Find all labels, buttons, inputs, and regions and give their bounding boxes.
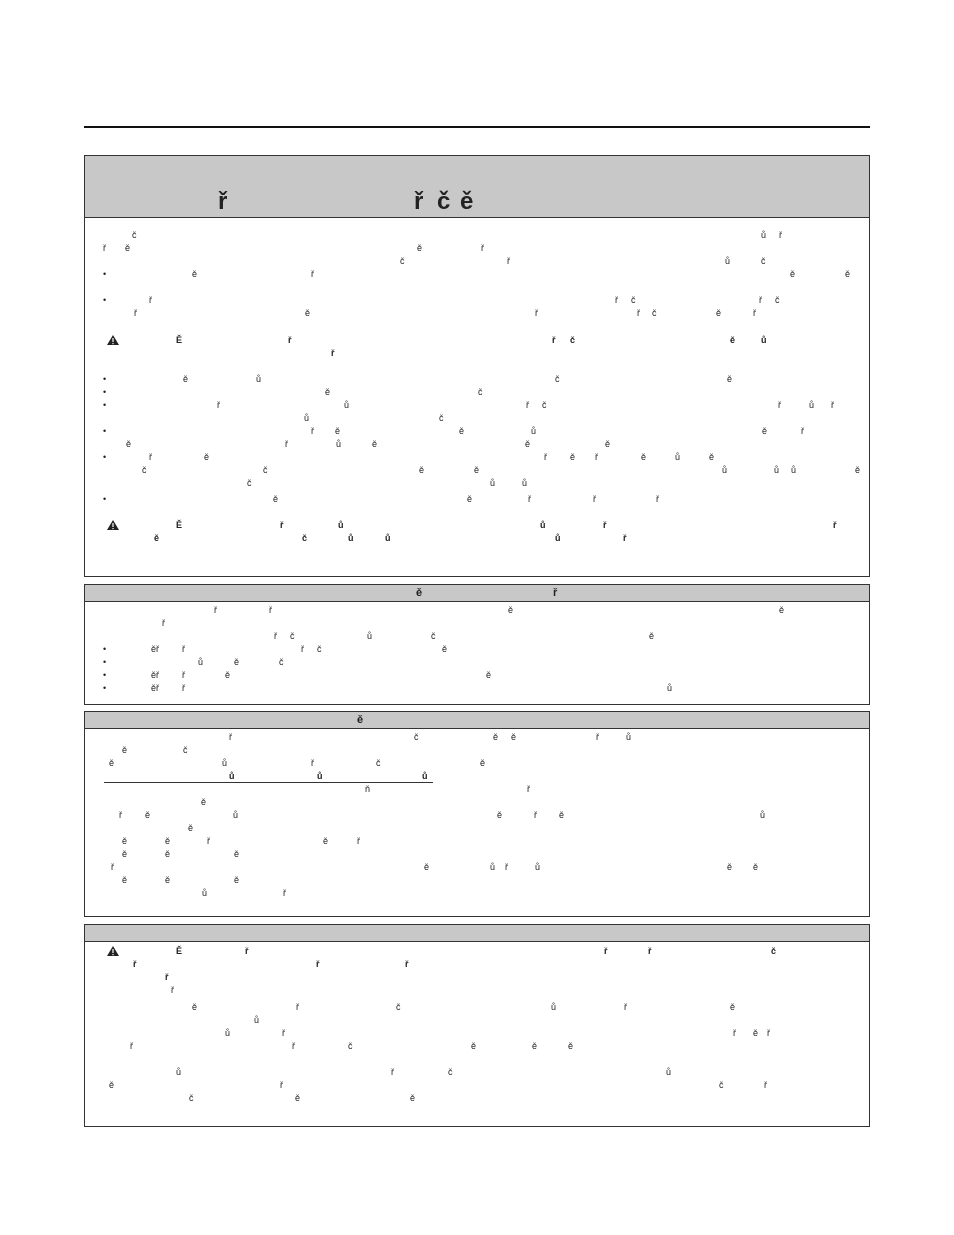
text-glyph: ř: [733, 1028, 736, 1038]
text-glyph: ě: [234, 875, 240, 885]
bullet: •: [103, 295, 107, 305]
text-glyph: ř: [624, 1002, 627, 1012]
text-glyph: ř: [288, 335, 292, 345]
text-glyph: ěř: [151, 670, 160, 680]
text-glyph: ě: [641, 452, 647, 462]
bullet: •: [103, 494, 107, 504]
text-glyph: ě: [122, 849, 128, 859]
text-glyph: ř: [280, 1080, 283, 1090]
text-glyph: ě: [204, 452, 210, 462]
section-header: [85, 585, 869, 602]
header-glyph: ě: [416, 587, 423, 599]
section-header: [85, 712, 869, 729]
text-glyph: ř: [182, 670, 185, 680]
text-glyph: ě: [753, 1028, 759, 1038]
warning-body: [85, 942, 869, 1126]
text-glyph: ř: [527, 784, 530, 794]
text-glyph: č: [183, 745, 188, 755]
text-glyph: ř: [182, 683, 185, 693]
safety-box: [84, 155, 870, 577]
text-glyph: č: [431, 631, 436, 641]
text-glyph: ů: [675, 452, 681, 462]
text-glyph: ř: [552, 335, 556, 345]
text-glyph: č: [631, 295, 636, 305]
text-glyph: ě: [480, 758, 486, 768]
text-glyph: ř: [615, 295, 618, 305]
text-glyph: č: [771, 946, 777, 956]
text-glyph: ů: [338, 520, 344, 530]
text-glyph: ě: [273, 494, 279, 504]
text-glyph: ů: [490, 478, 496, 488]
text-glyph: ř: [391, 1067, 394, 1077]
text-glyph: ř: [779, 230, 782, 240]
text-glyph: č: [132, 230, 137, 240]
bullet: •: [103, 644, 107, 654]
text-glyph: ř: [593, 494, 596, 504]
text-glyph: ř: [764, 1080, 767, 1090]
text-glyph: ě: [410, 1093, 416, 1103]
text-glyph: č: [290, 631, 295, 641]
text-glyph: ě: [525, 439, 531, 449]
section-body: [85, 729, 869, 916]
text-glyph: ě: [474, 465, 480, 475]
text-glyph: ř: [767, 1028, 770, 1038]
text-glyph: ř: [282, 1028, 285, 1038]
text-glyph: ř: [301, 644, 304, 654]
text-glyph: ň: [365, 784, 371, 794]
text-glyph: ě: [109, 758, 115, 768]
text-glyph: ě: [325, 387, 331, 397]
text-glyph: ř: [778, 400, 781, 410]
title-bar: [85, 156, 869, 218]
text-glyph: ů: [256, 374, 262, 384]
text-glyph: ů: [233, 810, 239, 820]
text-glyph: č: [279, 657, 284, 667]
text-glyph: č: [247, 478, 252, 488]
text-glyph: ů: [725, 256, 731, 266]
text-glyph: ě: [467, 494, 473, 504]
text-glyph: ě: [762, 426, 768, 436]
text-glyph: ě: [372, 439, 378, 449]
title-glyph: ř: [218, 188, 228, 215]
text-glyph: ř: [149, 452, 152, 462]
text-glyph: ř: [528, 494, 531, 504]
text-glyph: ř: [759, 295, 762, 305]
text-glyph: č: [555, 374, 560, 384]
text-glyph: ě: [709, 452, 715, 462]
text-glyph: ů: [304, 413, 310, 423]
text-glyph: ř: [162, 618, 165, 628]
text-glyph: ů: [555, 533, 561, 543]
text-glyph: ů: [202, 888, 208, 898]
text-glyph: ů: [317, 771, 323, 781]
text-glyph: ř: [648, 946, 652, 956]
text-glyph: ě: [493, 732, 499, 742]
text-glyph: ř: [316, 959, 320, 969]
text-glyph: ě: [335, 426, 341, 436]
text-glyph: ř: [269, 605, 272, 615]
text-glyph: Ě: [176, 335, 183, 345]
text-glyph: ř: [274, 631, 277, 641]
text-glyph: ů: [422, 771, 428, 781]
text-glyph: ě: [225, 670, 231, 680]
text-glyph: ů: [761, 230, 767, 240]
text-glyph: ů: [761, 335, 767, 345]
text-glyph: ů: [222, 758, 228, 768]
text-glyph: ů: [490, 862, 496, 872]
text-glyph: ě: [790, 269, 796, 279]
text-glyph: č: [348, 1041, 353, 1051]
section-header: [85, 925, 869, 942]
bullet: •: [103, 269, 107, 279]
text-glyph: ř: [637, 308, 640, 318]
text-glyph: ř: [801, 426, 804, 436]
text-glyph: ř: [604, 946, 608, 956]
text-glyph: ř: [103, 243, 106, 253]
text-glyph: č: [439, 413, 444, 423]
text-glyph: ů: [385, 533, 391, 543]
text-glyph: ě: [511, 732, 517, 742]
text-glyph: č: [448, 1067, 453, 1077]
text-glyph: ř: [182, 644, 185, 654]
text-glyph: ř: [596, 732, 599, 742]
bullet: •: [103, 387, 107, 397]
warning-triangle-icon: [107, 946, 119, 956]
text-glyph: ů: [791, 465, 797, 475]
text-glyph: ů: [348, 533, 354, 543]
text-glyph: ě: [165, 849, 171, 859]
text-glyph: ř: [535, 308, 538, 318]
text-glyph: ř: [544, 452, 547, 462]
text-glyph: ř: [311, 758, 314, 768]
bullet: •: [103, 452, 107, 462]
text-glyph: ř: [229, 732, 232, 742]
text-glyph: ě: [855, 465, 861, 475]
text-glyph: ě: [486, 670, 492, 680]
text-glyph: č: [775, 295, 780, 305]
text-glyph: ě: [845, 269, 851, 279]
text-glyph: ě: [442, 644, 448, 654]
warning-triangle-icon: [107, 335, 119, 345]
text-glyph: ř: [217, 400, 220, 410]
text-glyph: ř: [311, 426, 314, 436]
text-glyph: ě: [730, 1002, 736, 1012]
text-glyph: ě: [145, 810, 151, 820]
bullet: •: [103, 400, 107, 410]
text-glyph: č: [719, 1080, 724, 1090]
text-glyph: ř: [603, 520, 607, 530]
text-glyph: ů: [344, 400, 350, 410]
text-glyph: ř: [134, 308, 137, 318]
text-glyph: ě: [192, 269, 198, 279]
header-glyph: ě: [357, 714, 364, 726]
text-glyph: ř: [207, 836, 210, 846]
text-glyph: ř: [149, 295, 152, 305]
text-glyph: ů: [809, 400, 815, 410]
bullet: •: [103, 426, 107, 436]
text-glyph: ě: [109, 1080, 115, 1090]
text-glyph: ě: [126, 439, 132, 449]
text-glyph: ř: [507, 256, 510, 266]
text-glyph: ů: [254, 1015, 260, 1025]
text-glyph: ě: [183, 374, 189, 384]
text-glyph: ě: [568, 1041, 574, 1051]
text-glyph: ě: [125, 243, 131, 253]
text-glyph: ě: [649, 631, 655, 641]
text-glyph: Ě: [176, 520, 183, 530]
text-glyph: ř: [753, 308, 756, 318]
text-glyph: ě: [532, 1041, 538, 1051]
text-glyph: ě: [201, 797, 207, 807]
text-glyph: ě: [154, 533, 160, 543]
text-glyph: ř: [534, 810, 537, 820]
underline: [104, 782, 433, 783]
text-glyph: ě: [471, 1041, 477, 1051]
text-glyph: ř: [214, 605, 217, 615]
bullet: •: [103, 657, 107, 667]
text-glyph: ě: [234, 657, 240, 667]
text-glyph: ř: [357, 836, 360, 846]
text-glyph: ř: [296, 1002, 299, 1012]
text-glyph: ů: [198, 657, 204, 667]
text-glyph: ř: [656, 494, 659, 504]
text-glyph: ř: [111, 862, 114, 872]
text-glyph: ě: [295, 1093, 301, 1103]
section-body: [85, 602, 869, 704]
safety-body: [85, 218, 869, 576]
text-glyph: ě: [165, 875, 171, 885]
text-glyph: č: [400, 256, 405, 266]
text-glyph: ř: [130, 1041, 133, 1051]
text-glyph: ů: [225, 1028, 231, 1038]
text-glyph: ě: [716, 308, 722, 318]
text-glyph: č: [414, 732, 419, 742]
text-glyph: ů: [666, 1067, 672, 1077]
text-glyph: ř: [405, 959, 409, 969]
text-glyph: ř: [171, 985, 174, 995]
text-glyph: ř: [595, 452, 598, 462]
text-glyph: č: [478, 387, 483, 397]
text-glyph: ě: [234, 849, 240, 859]
text-glyph: ř: [623, 533, 627, 543]
text-glyph: ů: [176, 1067, 182, 1077]
text-glyph: ě: [188, 823, 194, 833]
text-glyph: ů: [626, 732, 632, 742]
text-glyph: ř: [133, 959, 137, 969]
text-glyph: ů: [535, 862, 541, 872]
text-glyph: ů: [229, 771, 235, 781]
text-glyph: ě: [122, 745, 128, 755]
title-glyph: č: [437, 188, 451, 215]
text-glyph: ěř: [151, 683, 160, 693]
text-glyph: ě: [605, 439, 611, 449]
top-rule: [84, 126, 870, 128]
text-glyph: ř: [292, 1041, 295, 1051]
warning-triangle-icon: [107, 520, 119, 530]
title-glyph: ř: [414, 188, 424, 215]
text-glyph: ě: [305, 308, 311, 318]
text-glyph: ř: [311, 269, 314, 279]
text-glyph: ě: [570, 452, 576, 462]
title-glyph: ě: [460, 188, 474, 215]
text-glyph: ě: [753, 862, 759, 872]
text-glyph: ě: [419, 465, 425, 475]
text-glyph: ů: [336, 439, 342, 449]
text-glyph: ř: [831, 400, 834, 410]
text-glyph: č: [570, 335, 576, 345]
text-glyph: ř: [285, 439, 288, 449]
text-glyph: č: [263, 465, 268, 475]
section-box: [84, 711, 870, 917]
text-glyph: ě: [727, 374, 733, 384]
text-glyph: ě: [417, 243, 423, 253]
text-glyph: č: [542, 400, 547, 410]
text-glyph: ř: [526, 400, 529, 410]
text-glyph: ě: [779, 605, 785, 615]
text-glyph: č: [142, 465, 147, 475]
text-glyph: ů: [774, 465, 780, 475]
text-glyph: ě: [122, 836, 128, 846]
text-glyph: ě: [192, 1002, 198, 1012]
text-glyph: ů: [367, 631, 373, 641]
text-glyph: ě: [165, 836, 171, 846]
text-glyph: ů: [722, 465, 728, 475]
text-glyph: ě: [508, 605, 514, 615]
warning-box: [84, 924, 870, 1127]
text-glyph: č: [376, 758, 381, 768]
text-glyph: ů: [531, 426, 537, 436]
text-glyph: ěř: [151, 644, 160, 654]
text-glyph: ů: [551, 1002, 557, 1012]
text-glyph: ě: [459, 426, 465, 436]
text-glyph: ě: [323, 836, 329, 846]
text-glyph: Ě: [176, 946, 183, 956]
text-glyph: ř: [119, 810, 122, 820]
text-glyph: ř: [245, 946, 249, 956]
text-glyph: ř: [280, 520, 284, 530]
text-glyph: č: [761, 256, 766, 266]
text-glyph: ě: [424, 862, 430, 872]
text-glyph: ř: [331, 348, 335, 358]
text-glyph: ů: [540, 520, 546, 530]
text-glyph: ř: [505, 862, 508, 872]
text-glyph: ů: [522, 478, 528, 488]
text-glyph: ř: [481, 243, 484, 253]
text-glyph: č: [396, 1002, 401, 1012]
text-glyph: ě: [730, 335, 736, 345]
text-glyph: č: [317, 644, 322, 654]
text-glyph: ř: [165, 972, 169, 982]
text-glyph: č: [189, 1093, 194, 1103]
bullet: •: [103, 670, 107, 680]
bullet: •: [103, 374, 107, 384]
text-glyph: č: [302, 533, 308, 543]
section-box: [84, 584, 870, 705]
header-glyph: ř: [553, 587, 558, 599]
text-glyph: ř: [283, 888, 286, 898]
text-glyph: ů: [760, 810, 766, 820]
text-glyph: ě: [559, 810, 565, 820]
text-glyph: ě: [727, 862, 733, 872]
text-glyph: č: [652, 308, 657, 318]
bullet: •: [103, 683, 107, 693]
text-glyph: ů: [667, 683, 673, 693]
text-glyph: ě: [497, 810, 503, 820]
text-glyph: ř: [833, 520, 837, 530]
text-glyph: ě: [122, 875, 128, 885]
